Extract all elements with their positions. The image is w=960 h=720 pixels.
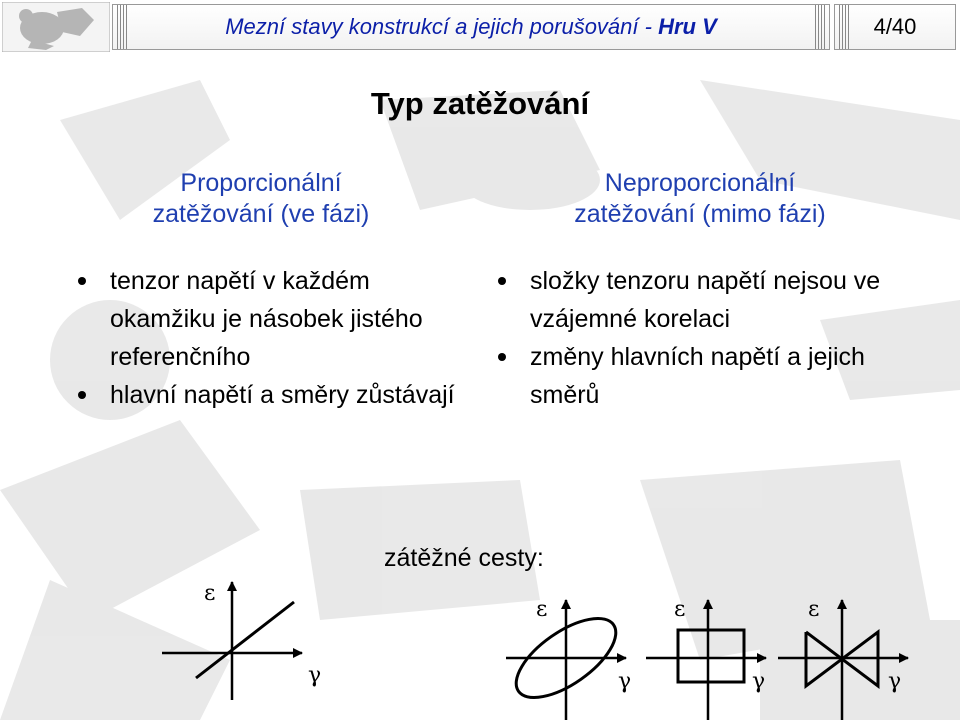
right-heading-line2: zatěžování (mimo fázi) <box>574 200 826 228</box>
proportional-path-graph <box>162 582 302 700</box>
right-bullet-2: změny hlavních napětí a jejich směrů <box>496 338 936 414</box>
course-code: Hru V <box>658 14 717 39</box>
epsilon-label-3: ε <box>674 597 686 622</box>
gamma-label-2: γ <box>618 669 632 694</box>
epsilon-label-4: ε <box>808 597 820 622</box>
ellipse-path-graph <box>504 600 632 720</box>
left-bullet-2: hlavní napětí a směry zůstávají <box>76 376 456 414</box>
left-bullet-list <box>76 262 456 414</box>
right-bullet-1: složky tenzoru napětí nejsou ve vzájemné korelaci <box>496 262 936 338</box>
gamma-label-4: γ <box>888 669 902 694</box>
bowtie-path-graph <box>778 600 908 720</box>
course-title-text: Mezní stavy konstrukcí a jejich porušování - <box>225 14 659 39</box>
epsilon-label-2: ε <box>536 597 548 622</box>
right-heading-line1: Neproporcionální <box>604 169 796 197</box>
gamma-label-3: γ <box>752 669 766 694</box>
gamma-label-1: γ <box>308 663 322 688</box>
epsilon-label-1: ε <box>204 581 216 606</box>
left-column-heading <box>96 168 426 230</box>
loading-paths-diagram <box>0 560 960 720</box>
loading-paths-label: zátěžné cesty: <box>384 544 544 572</box>
left-heading-line1: Proporcionální <box>180 169 342 197</box>
right-bullet-list <box>496 262 936 414</box>
rectangle-path-graph <box>646 600 766 720</box>
page-number: 4/40 <box>873 14 917 39</box>
slide-title: Typ zatěžování <box>370 86 590 121</box>
left-heading-line2: zatěžování (ve fázi) <box>152 200 370 228</box>
left-bullet-1: tenzor napětí v každém okamžiku je násobek jistého referenčního <box>76 262 456 376</box>
right-column-heading <box>510 168 890 230</box>
